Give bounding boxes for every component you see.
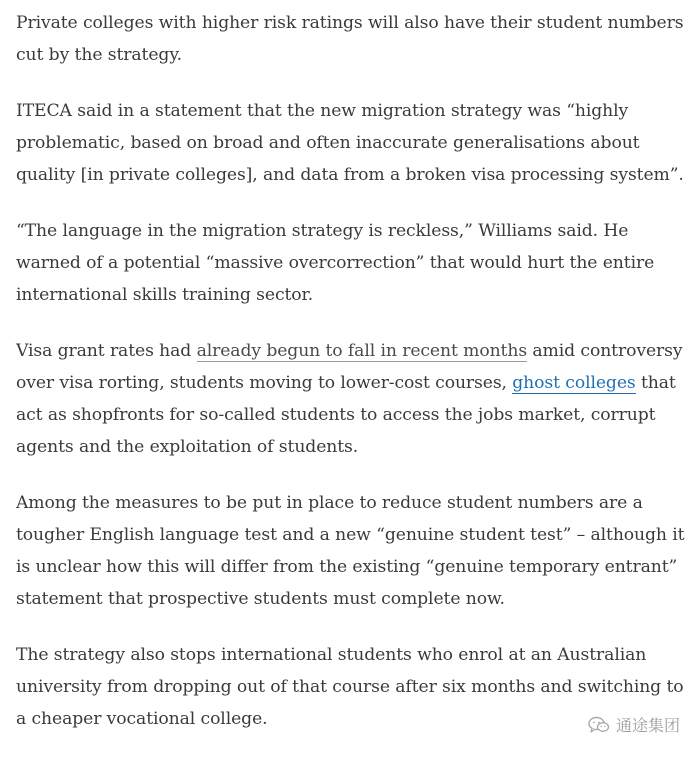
watermark-text: 通途集团 xyxy=(615,716,680,735)
paragraph-1: Private colleges with higher risk ratings will also have their student numbers cut by the strategy. xyxy=(16,13,684,65)
paragraph-4-text-before: Visa grant rates had xyxy=(16,341,197,361)
paragraph-6: The strategy also stops international students who enrol at an Australian university from dropping out of that course after six months and switching to a cheaper vocational college. xyxy=(16,645,684,729)
link-visa-grant-rates-falling[interactable]: already begun to fall in recent months xyxy=(196,341,528,361)
paragraph-4-text-middle: amid controversy over visa rorting, students moving to lower-cost courses, xyxy=(16,341,683,393)
paragraph-3: “The language in the migration strategy is reckless,” Williams said. He warned of a potential “massive overcorrection” that would hurt the entire international skills training sector. xyxy=(16,221,655,305)
link-ghost-colleges[interactable]: ghost colleges xyxy=(512,373,636,393)
wechat-icon xyxy=(588,716,610,734)
watermark xyxy=(588,713,680,736)
paragraph-4-text-after: that act as shopfronts for so-called students to access the jobs market, corrupt agents and the exploitation of students. xyxy=(16,373,676,457)
article-body xyxy=(16,7,688,759)
paragraph-2: ITECA said in a statement that the new migration strategy was “highly problematic, based on broad and often inaccurate generalisations about quality [in private colleges], and data from a broken visa processing system”. xyxy=(16,101,684,185)
paragraph-4 xyxy=(16,335,688,463)
paragraph-5: Among the measures to be put in place to reduce student numbers are a tougher English language test and a new “genuine student test” – although it is unclear how this will differ from the existing “genuine temporary entrant” statement that prospective students must complete now. xyxy=(16,493,685,609)
